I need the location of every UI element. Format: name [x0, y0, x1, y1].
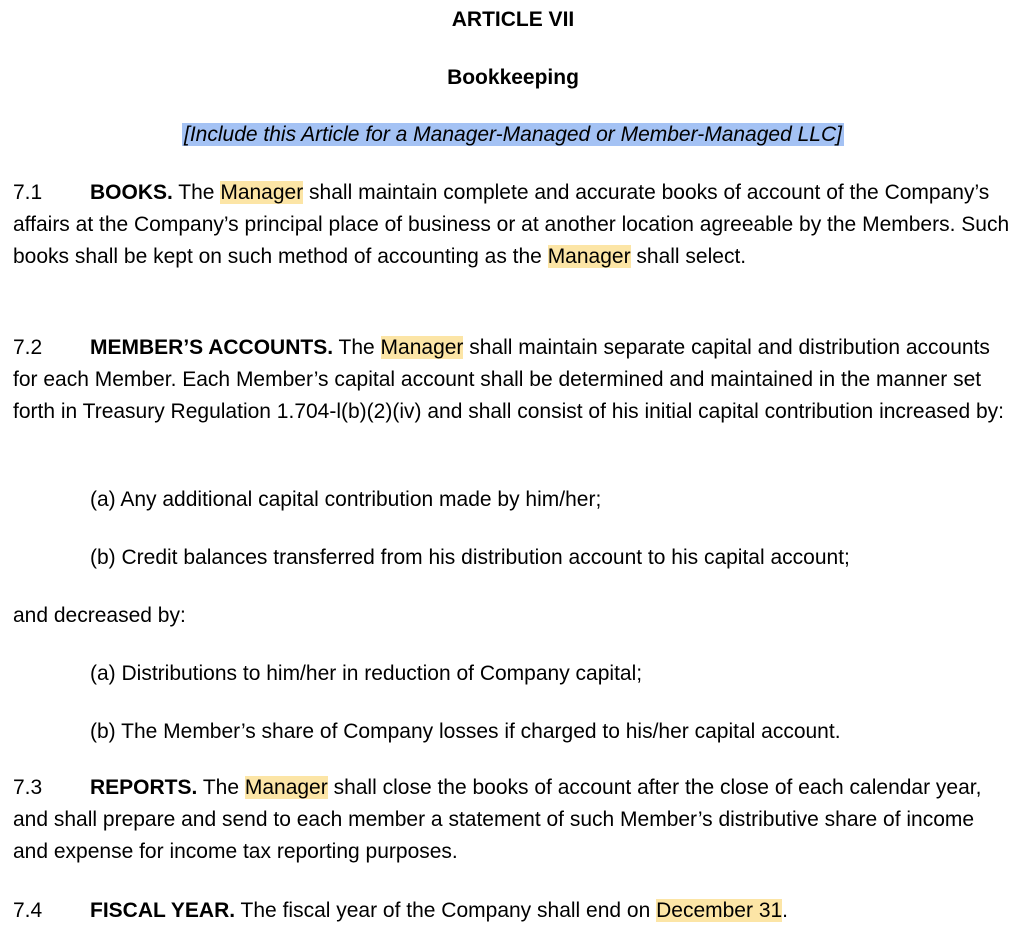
manager-placeholder[interactable]: Manager	[220, 181, 304, 204]
section-7-1	[13, 177, 1013, 273]
section-text: The	[333, 336, 381, 359]
instruction-line	[13, 120, 1013, 150]
section-text: .	[782, 899, 789, 922]
section-number: 7.3	[13, 776, 43, 799]
fiscal-year-end-placeholder[interactable]: December 31	[656, 899, 783, 922]
section-text: shall select.	[630, 245, 747, 268]
manager-placeholder[interactable]: Manager	[244, 776, 328, 799]
instruction-note[interactable]: [Include this Article for a Manager-Managed or Member-Managed LLC]	[184, 123, 842, 146]
section-7-4	[13, 895, 1013, 927]
section-number: 7.2	[13, 336, 43, 359]
section-heading: REPORTS.	[90, 776, 198, 799]
article-subtitle: Bookkeeping	[447, 66, 579, 89]
section-text: The fiscal year of the Company shall end on	[235, 899, 657, 922]
section-7-3	[13, 772, 1013, 868]
manager-placeholder[interactable]: Manager	[380, 336, 464, 359]
article-title: ARTICLE VII	[451, 8, 575, 31]
section-text: The	[172, 181, 221, 204]
section-text: The	[197, 776, 245, 799]
section-number: 7.4	[13, 899, 43, 922]
section-heading: BOOKS.	[90, 181, 173, 204]
section-heading: FISCAL YEAR.	[90, 899, 236, 922]
decrease-item-a: (a) Distributions to him/her in reduction of Company capital;	[90, 662, 643, 685]
section-number: 7.1	[13, 181, 43, 204]
decrease-item-b: (b) The Member’s share of Company losses if charged to his/her capital account.	[90, 720, 841, 743]
decreased-by-line: and decreased by:	[13, 604, 186, 627]
section-7-2	[13, 332, 1013, 428]
section-text: shall close the books of account after the close of each calendar year, and shall prepare and send to each member a statement of such Member’s distributive share of income and expense for income tax reporting purposes.	[13, 776, 982, 863]
section-text: shall maintain complete and accurate books of account of the Company’s affairs at the Company’s principal place of business or at another location agreeable by the Members. Such books shall be kept on such method of accounting as the	[13, 181, 1010, 268]
increase-item-a: (a) Any additional capital contribution made by him/her;	[90, 488, 602, 511]
section-text: shall maintain separate capital and distribution accounts for each Member. Each Member’s capital account shall be determined and maintained in the manner set forth in Treasury Regulation 1.704-l(b)(2)(iv) and shall consist of his initial capital contribution increased by:	[13, 336, 1004, 423]
increase-item-b: (b) Credit balances transferred from his distribution account to his capital account;	[90, 546, 850, 569]
manager-placeholder[interactable]: Manager	[547, 245, 631, 268]
section-heading: MEMBER’S ACCOUNTS.	[90, 336, 334, 359]
